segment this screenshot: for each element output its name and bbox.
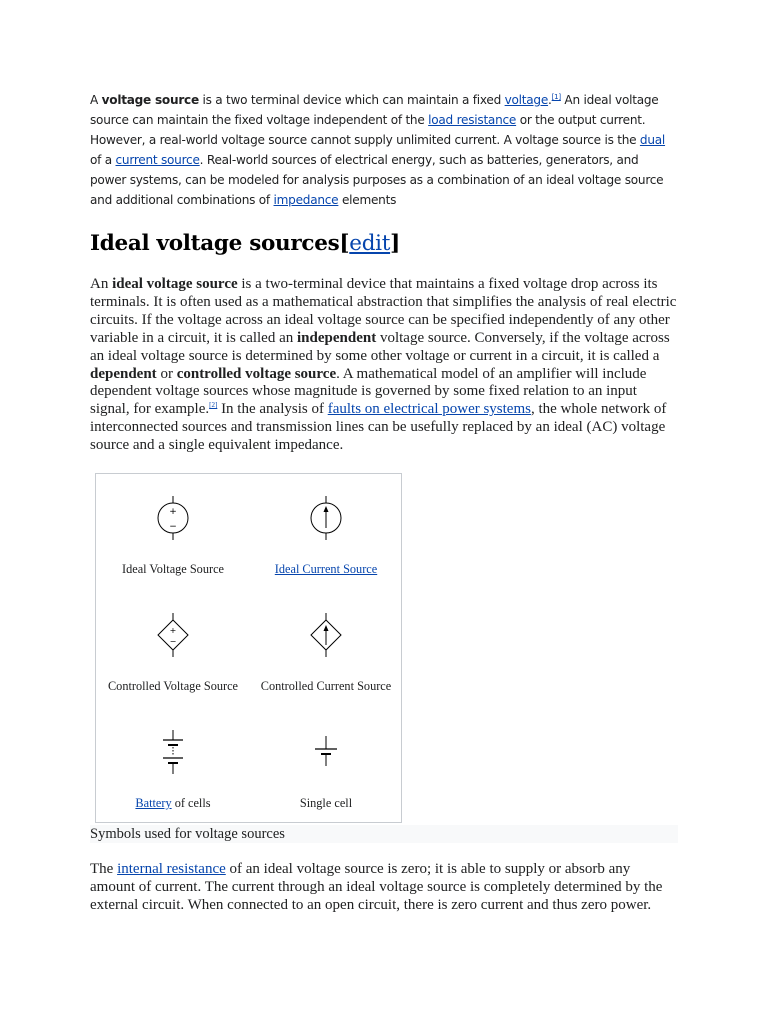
link-impedance[interactable]: impedance [273,192,339,207]
ideal-source-paragraph [90,276,678,455]
symbol-gallery [95,473,402,823]
minus-sign: − [169,637,177,646]
intro-bold-term: voltage source [101,93,199,107]
gallery-item-battery [96,708,250,825]
intro-text: . Real-world sources of electrical energy, such as batteries, generators, and power systems, can be modeled for analysis purposes as a combination of an ideal voltage source and additional combinations of [90,152,664,207]
body-text: is a two-terminal device that maintains a fixed voltage drop across its terminals. It is often used as a mathematical abstraction that simplifies the analysis of real electric circuits. If the voltage across an ideal voltage source can be specified independently of any other variable in a circuit, it is called an [90,276,677,346]
gallery-caption: Symbols used for voltage sources [90,825,678,843]
body-text: , the whole network of interconnected sources and transmission lines can be usefully replaced by an ideal (AC) voltage source and a single equivalent impedance. [90,401,667,454]
intro-text: An ideal voltage source can maintain the fixed voltage independent of the [90,93,659,127]
caption-controlled-voltage-source: Controlled Voltage Source [107,679,238,693]
caption-ideal-current-source [249,562,403,577]
body-text: In the analysis of [217,401,328,418]
reference-1-link[interactable]: [1] [551,92,561,101]
ideal-current-source-icon [306,492,346,542]
intro-text: is a two terminal device which can maintain a fixed [198,93,505,107]
edit-section-link[interactable]: edit [349,231,391,256]
controlled-voltage-source-icon [153,609,193,659]
body-text: . A mathematical model of an amplifier will include dependent voltage sources whose magnitude is governed by some fixed relation to an input signal, for example. [90,365,647,418]
minus-sign: − [169,522,177,532]
intro-paragraph [90,91,678,210]
bold-term: dependent [90,365,157,382]
link-faults-power-systems[interactable]: faults on electrical power systems [327,401,531,418]
intro-text: or the output current. However, a real-world voltage source cannot supply unlimited current. A voltage source is the [90,112,646,147]
caption-controlled-current-source: Controlled Current Source [260,679,392,693]
link-battery[interactable]: Battery [135,796,172,810]
link-internal-resistance[interactable]: internal resistance [117,861,226,877]
gallery-item-ideal-voltage [96,474,250,591]
body-text: or [156,365,177,382]
body-text: of an ideal voltage source is zero; it is able to supply or absorb any amount of current. The current through an ideal voltage source is completely determined by the external circuit. When connected to an open circuit, there is zero current and thus zero power. [90,861,663,913]
link-ideal-current-source[interactable]: Ideal Current Source [274,562,378,576]
link-dual[interactable]: dual [639,132,666,147]
caption-battery [96,796,250,811]
link-load-resistance[interactable]: load resistance [428,112,517,127]
single-cell-icon [306,726,346,776]
bold-term: ideal voltage source [112,276,238,292]
intro-text: A [90,93,102,107]
ideal-voltage-source-icon [153,492,193,542]
gallery-item-ideal-current [249,474,403,591]
plus-sign: + [169,626,177,635]
caption-single-cell: Single cell [299,796,353,810]
plus-sign: + [169,507,177,517]
body-text: voltage source. Conversely, if the voltage across an ideal voltage source is determined by some other voltage or current in a circuit, it is called a [90,329,670,364]
battery-icon [153,726,193,776]
link-current-source[interactable]: current source [115,152,200,167]
controlled-current-source-icon [306,609,346,659]
edit-bracket: ] [390,231,400,256]
section-title: Ideal voltage sources [90,231,340,256]
intro-text: elements [338,192,397,207]
edit-bracket: [ [339,231,350,256]
body-text: An [90,276,113,292]
gallery-item-controlled-voltage [96,591,250,708]
intro-text: . [548,93,552,107]
intro-text: of a [90,152,116,167]
bold-term: controlled voltage source [176,365,337,382]
caption-battery-rest: of cells [171,796,211,810]
reference-2-link[interactable]: [2] [209,401,218,410]
bold-term: independent [297,329,377,346]
gallery-item-single-cell [249,708,403,825]
link-voltage[interactable]: voltage [504,93,549,107]
gallery-item-controlled-current [249,591,403,708]
section-heading [90,230,400,258]
body-text: The [90,861,118,877]
caption-ideal-voltage-source: Ideal Voltage Source [122,562,224,576]
internal-resistance-paragraph [90,861,678,915]
